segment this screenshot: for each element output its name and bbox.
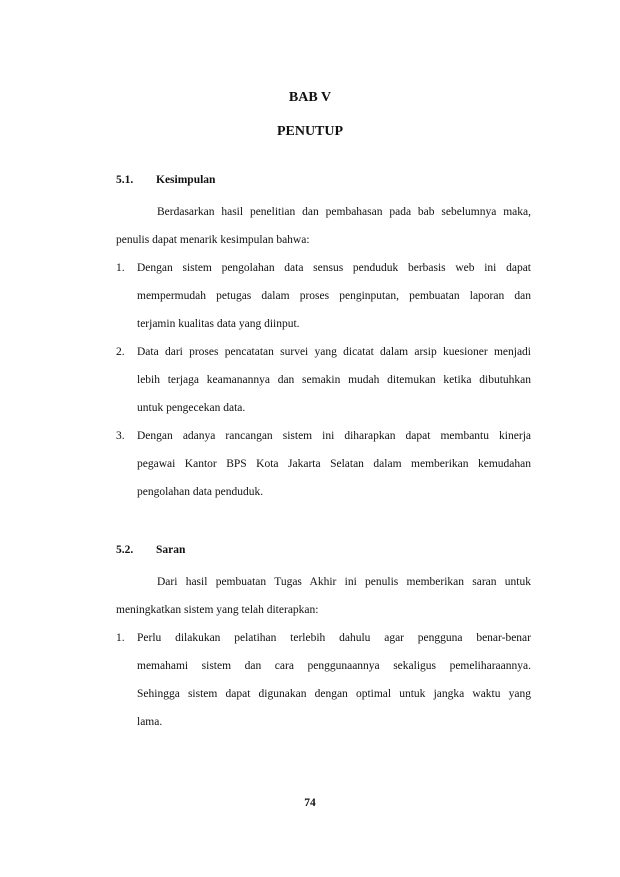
- list-item-line: lebih terjaga keamanannya dan semakin mudah ditemukan ketika dibutuhkan: [137, 374, 531, 386]
- list-item-line: untuk pengecekan data.: [137, 402, 246, 414]
- list-item-line: pengolahan data penduduk.: [137, 486, 264, 498]
- list-item-line: mempermudah petugas dalam proses penginputan, pembuatan laporan dan: [137, 290, 531, 302]
- chapter-number: BAB V: [288, 90, 332, 105]
- list-item-number: 2.: [116, 346, 125, 358]
- paragraph-line: Dari hasil pembuatan Tugas Akhir ini penulis memberikan saran untuk: [157, 576, 531, 588]
- list-item-line: memahami sistem dan cara penggunaannya sekaligus pemeliharaannya.: [137, 660, 531, 672]
- chapter-title: PENUTUP: [276, 124, 344, 139]
- list-item-number: 3.: [116, 430, 125, 442]
- list-item-line: Sehingga sistem dapat digunakan dengan optimal untuk jangka waktu yang: [137, 688, 531, 700]
- section-number: 5.1.: [116, 174, 134, 186]
- list-item-line: lama.: [137, 716, 163, 728]
- list-item-line: pegawai Kantor BPS Kota Jakarta Selatan dalam memberikan kemudahan: [137, 458, 531, 470]
- paragraph-line: penulis dapat menarik kesimpulan bahwa:: [116, 234, 310, 246]
- section-heading-saran: [116, 544, 416, 560]
- page-number: 74: [304, 797, 316, 809]
- paragraph-line: Berdasarkan hasil penelitian dan pembahasan pada bab sebelumnya maka,: [157, 206, 531, 218]
- section-heading-kesimpulan: [116, 174, 416, 190]
- paragraph-line: meningkatkan sistem yang telah diterapkan:: [116, 604, 319, 616]
- list-item-number: 1.: [116, 262, 125, 274]
- list-item-line: Dengan adanya rancangan sistem ini diharapkan dapat membantu kinerja: [137, 430, 531, 442]
- list-item-line: Data dari proses pencatatan survei yang dicatat dalam arsip kuesioner menjadi: [137, 346, 531, 358]
- section-title: Kesimpulan: [156, 174, 216, 186]
- list-item-line: Dengan sistem pengolahan data sensus penduduk berbasis web ini dapat: [137, 262, 531, 274]
- section-number: 5.2.: [116, 544, 134, 556]
- list-item-line: Perlu dilakukan pelatihan terlebih dahulu agar pengguna benar-benar: [137, 632, 531, 644]
- list-item-line: terjamin kualitas data yang diinput.: [137, 318, 300, 330]
- list-item-number: 1.: [116, 632, 125, 644]
- section-title: Saran: [156, 544, 186, 556]
